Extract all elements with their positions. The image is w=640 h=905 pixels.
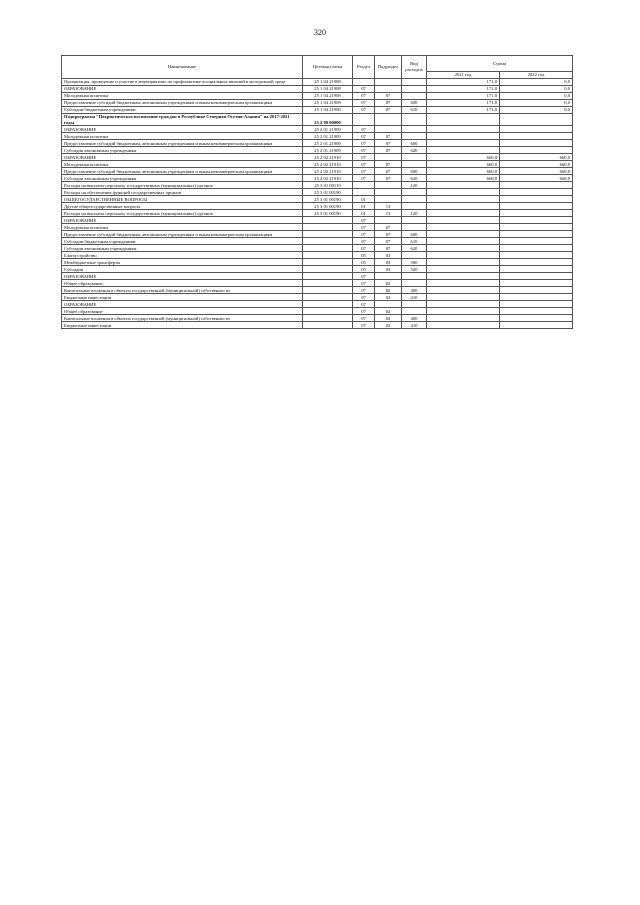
row-section: 07: [353, 140, 375, 147]
row-expense-type: [402, 217, 427, 224]
row-target: 25 3 01 00190: [303, 196, 353, 203]
row-sum-2022: [500, 315, 573, 322]
row-sum-2022: 0,0: [500, 107, 573, 114]
row-sum-2022: [500, 210, 573, 217]
row-target: 25 3 01 00110: [303, 182, 353, 189]
table-row: [62, 140, 573, 147]
row-section: 07: [353, 133, 375, 140]
row-subsection: 07: [375, 238, 402, 245]
row-subsection: 07: [375, 168, 402, 175]
row-sum-2021: [427, 238, 500, 245]
row-section: 07: [353, 93, 375, 100]
row-sum-2021: [427, 217, 500, 224]
row-sum-2022: [500, 252, 573, 259]
row-name: ОБРАЗОВАНИЕ: [62, 126, 303, 133]
row-section: 01: [353, 203, 375, 210]
row-subsection: 07: [375, 161, 402, 168]
row-sum-2022: [500, 287, 573, 294]
row-section: 01: [353, 196, 375, 203]
row-subsection: [375, 154, 402, 161]
row-expense-type: 620: [402, 245, 427, 252]
row-subsection: [375, 79, 402, 86]
row-expense-type: 400: [402, 287, 427, 294]
row-section: 07: [353, 315, 375, 322]
table-row: [62, 259, 573, 266]
row-name: Молодежная политика: [62, 224, 303, 231]
table-row: [62, 175, 573, 182]
table-row: [62, 126, 573, 133]
budget-table: [61, 55, 573, 329]
row-sum-2021: [427, 266, 500, 273]
row-sum-2022: 0,0: [500, 86, 573, 93]
row-subsection: 07: [375, 107, 402, 114]
row-section: 07: [353, 294, 375, 301]
table-row: [62, 203, 573, 210]
row-sum-2021: [427, 189, 500, 196]
row-sum-2021: [427, 245, 500, 252]
row-section: [353, 114, 375, 126]
row-target: 25 1 04 21908: [303, 107, 353, 114]
table-row: [62, 133, 573, 140]
row-sum-2022: 660,0: [500, 154, 573, 161]
row-expense-type: 400: [402, 315, 427, 322]
row-subsection: 02: [375, 308, 402, 315]
row-sum-2021: [427, 308, 500, 315]
row-subsection: [375, 273, 402, 280]
table-row: [62, 100, 573, 107]
header-year1: 2021 год: [427, 72, 500, 79]
row-expense-type: [402, 308, 427, 315]
row-section: 07: [353, 168, 375, 175]
row-sum-2021: 660,0: [427, 154, 500, 161]
row-expense-type: 410: [402, 294, 427, 301]
row-subsection: [375, 301, 402, 308]
row-name: Расходы на выплаты персоналу государственных (муниципальных) органов: [62, 210, 303, 217]
row-sum-2021: 660,0: [427, 175, 500, 182]
row-expense-type: 610: [402, 238, 427, 245]
row-subsection: 07: [375, 175, 402, 182]
row-target: [303, 273, 353, 280]
table-row: [62, 287, 573, 294]
row-sum-2021: [427, 210, 500, 217]
row-section: 07: [353, 86, 375, 93]
row-target: 25 2 01 21909: [303, 133, 353, 140]
table-row: [62, 79, 573, 86]
row-name: Предоставление субсидий бюджетным, автономным учреждениям и иным некоммерческим организациям: [62, 231, 303, 238]
row-sum-2022: [500, 196, 573, 203]
header-sum: Сумма: [427, 56, 573, 72]
row-expense-type: [402, 301, 427, 308]
page-number: 320: [314, 28, 326, 37]
row-name: ОБРАЗОВАНИЕ: [62, 273, 303, 280]
row-sum-2022: 0,0: [500, 93, 573, 100]
row-section: 07: [353, 322, 375, 329]
row-target: 25 2 02 21910: [303, 175, 353, 182]
row-sum-2022: [500, 114, 573, 126]
table-row: [62, 266, 573, 273]
row-sum-2021: [427, 280, 500, 287]
row-expense-type: 620: [402, 147, 427, 154]
row-sum-2021: [427, 322, 500, 329]
table-row: [62, 280, 573, 287]
table-row: [62, 252, 573, 259]
row-name: Расходы на обеспечение функций государственных органов: [62, 189, 303, 196]
row-sum-2021: [427, 273, 500, 280]
row-sum-2022: [500, 301, 573, 308]
row-name: Предоставление субсидий бюджетным, автономным учреждениям и иным некоммерческим организациям: [62, 100, 303, 107]
row-expense-type: 600: [402, 168, 427, 175]
row-name: Капитальные вложения в объекты государственной (муниципальной) собственности: [62, 315, 303, 322]
table-row: [62, 93, 573, 100]
row-section: 07: [353, 238, 375, 245]
row-target: [303, 224, 353, 231]
row-target: 25 3 01 00190: [303, 189, 353, 196]
row-name: Молодежная политика: [62, 93, 303, 100]
row-sum-2022: 660,0: [500, 175, 573, 182]
row-subsection: 07: [375, 147, 402, 154]
row-sum-2021: [427, 259, 500, 266]
row-name: Субсидии бюджетным учреждениям: [62, 238, 303, 245]
row-sum-2021: [427, 126, 500, 133]
row-name: Общее образование: [62, 308, 303, 315]
row-target: [303, 301, 353, 308]
row-target: [303, 308, 353, 315]
row-subsection: 07: [375, 133, 402, 140]
table-row: [62, 154, 573, 161]
row-sum-2022: [500, 308, 573, 315]
row-sum-2021: [427, 133, 500, 140]
row-section: 07: [353, 301, 375, 308]
row-sum-2022: [500, 147, 573, 154]
row-subsection: 03: [375, 252, 402, 259]
row-expense-type: 600: [402, 100, 427, 107]
row-subsection: 03: [375, 259, 402, 266]
row-subsection: 02: [375, 287, 402, 294]
header-name: Наименование: [62, 56, 303, 79]
row-sum-2021: 171,0: [427, 100, 500, 107]
row-name: Подпрограмма "Патриотическое воспитание граждан в Республике Северная Осетия-Алания" на 2017-2021 годы: [62, 114, 303, 126]
row-subsection: [375, 114, 402, 126]
row-sum-2022: [500, 238, 573, 245]
row-sum-2022: [500, 203, 573, 210]
table-row: [62, 210, 573, 217]
row-name: Предоставление субсидий бюджетным, автономным учреждениям и иным некоммерческим организациям: [62, 140, 303, 147]
row-target: 25 1 04 21908: [303, 100, 353, 107]
row-sum-2022: 660,0: [500, 168, 573, 175]
row-section: 07: [353, 280, 375, 287]
row-expense-type: 600: [402, 140, 427, 147]
table-row: [62, 147, 573, 154]
row-sum-2021: [427, 147, 500, 154]
row-sum-2022: 660,0: [500, 161, 573, 168]
row-expense-type: [402, 280, 427, 287]
row-expense-type: 520: [402, 266, 427, 273]
row-name: ОБРАЗОВАНИЕ: [62, 86, 303, 93]
row-sum-2021: [427, 114, 500, 126]
row-sum-2022: [500, 273, 573, 280]
row-name: Субсидии автономным учреждениям: [62, 147, 303, 154]
table-row: [62, 114, 573, 126]
row-sum-2021: [427, 203, 500, 210]
row-sum-2022: [500, 133, 573, 140]
row-section: 07: [353, 287, 375, 294]
row-target: 25 2 01 21909: [303, 140, 353, 147]
row-sum-2021: 171,0: [427, 86, 500, 93]
row-expense-type: 410: [402, 322, 427, 329]
row-sum-2022: [500, 217, 573, 224]
row-sum-2021: [427, 196, 500, 203]
row-expense-type: [402, 203, 427, 210]
row-name: Субсидии автономным учреждениям: [62, 245, 303, 252]
row-sum-2022: [500, 294, 573, 301]
row-sum-2021: 171,0: [427, 93, 500, 100]
row-sum-2022: [500, 266, 573, 273]
row-sum-2021: [427, 140, 500, 147]
row-target: [303, 231, 353, 238]
row-expense-type: [402, 196, 427, 203]
row-target: 25 3 01 00190: [303, 203, 353, 210]
row-section: 07: [353, 147, 375, 154]
row-expense-type: [402, 114, 427, 126]
row-target: [303, 294, 353, 301]
table-body: [62, 79, 573, 329]
table-row: [62, 301, 573, 308]
row-sum-2021: 660,0: [427, 161, 500, 168]
row-subsection: 07: [375, 100, 402, 107]
row-sum-2021: 171,0: [427, 79, 500, 86]
row-subsection: 07: [375, 140, 402, 147]
row-sum-2021: [427, 252, 500, 259]
row-name: Молодежная политика: [62, 133, 303, 140]
row-target: [303, 322, 353, 329]
row-subsection: [375, 182, 402, 189]
row-section: 07: [353, 245, 375, 252]
table-row: [62, 238, 573, 245]
row-subsection: [375, 86, 402, 93]
row-name: Молодежная политика: [62, 161, 303, 168]
row-subsection: 07: [375, 231, 402, 238]
header-subsection: Подраздел: [375, 56, 402, 79]
table-row: [62, 294, 573, 301]
row-expense-type: 500: [402, 259, 427, 266]
table-row: [62, 308, 573, 315]
row-expense-type: 610: [402, 107, 427, 114]
row-expense-type: 620: [402, 175, 427, 182]
row-sum-2021: [427, 294, 500, 301]
row-subsection: 02: [375, 315, 402, 322]
row-name: Предоставление субсидий бюджетным, автономным учреждениям и иным некоммерческим организациям: [62, 168, 303, 175]
table-row: [62, 168, 573, 175]
row-section: 07: [353, 154, 375, 161]
row-name: Субсидии автономным учреждениям: [62, 175, 303, 182]
row-sum-2022: [500, 231, 573, 238]
row-section: [353, 182, 375, 189]
row-name: ОБРАЗОВАНИЕ: [62, 217, 303, 224]
row-name: Организация, проведение и участие в мероприятиях по профилактике асоциальных явлений в молодежной среде: [62, 79, 303, 86]
row-sum-2021: [427, 182, 500, 189]
row-sum-2022: 0,0: [500, 79, 573, 86]
row-target: [303, 252, 353, 259]
table-row: [62, 196, 573, 203]
header-expense-type: Вид расходов: [402, 56, 427, 79]
row-target: [303, 217, 353, 224]
row-expense-type: [402, 252, 427, 259]
row-name: ОБРАЗОВАНИЕ: [62, 154, 303, 161]
row-name: Бюджетные инвестиции: [62, 322, 303, 329]
row-subsection: 07: [375, 224, 402, 231]
row-section: [353, 79, 375, 86]
row-name: Межбюджетные трансферты: [62, 259, 303, 266]
row-sum-2021: [427, 315, 500, 322]
row-subsection: 07: [375, 245, 402, 252]
row-target: 25 2 02 21910: [303, 168, 353, 175]
row-target: 25 2 02 21910: [303, 154, 353, 161]
row-sum-2022: [500, 224, 573, 231]
row-sum-2022: [500, 182, 573, 189]
row-section: 05: [353, 266, 375, 273]
row-target: [303, 259, 353, 266]
row-expense-type: [402, 189, 427, 196]
row-subsection: [375, 196, 402, 203]
row-sum-2022: [500, 126, 573, 133]
row-subsection: 02: [375, 280, 402, 287]
row-expense-type: [402, 133, 427, 140]
row-expense-type: 120: [402, 182, 427, 189]
row-target: 25 2 00 00000: [303, 114, 353, 126]
row-section: 05: [353, 252, 375, 259]
row-subsection: [375, 189, 402, 196]
row-sum-2021: [427, 231, 500, 238]
table-row: [62, 182, 573, 189]
row-target: 25 1 04 21908: [303, 86, 353, 93]
row-target: [303, 315, 353, 322]
table-row: [62, 161, 573, 168]
row-subsection: [375, 126, 402, 133]
row-sum-2022: [500, 280, 573, 287]
row-subsection: 02: [375, 294, 402, 301]
row-expense-type: [402, 126, 427, 133]
row-section: 05: [353, 259, 375, 266]
row-target: [303, 238, 353, 245]
row-expense-type: 120: [402, 210, 427, 217]
row-sum-2021: [427, 301, 500, 308]
table-row: [62, 273, 573, 280]
row-name: Субсидии: [62, 266, 303, 273]
row-section: 07: [353, 224, 375, 231]
row-target: [303, 245, 353, 252]
row-subsection: 07: [375, 93, 402, 100]
row-section: 07: [353, 175, 375, 182]
row-sum-2022: [500, 245, 573, 252]
row-sum-2022: [500, 189, 573, 196]
row-sum-2021: 660,0: [427, 168, 500, 175]
table-header: [62, 56, 573, 79]
row-name: Капитальные вложения в объекты государственной (муниципальной) собственности: [62, 287, 303, 294]
row-name: Общее образование: [62, 280, 303, 287]
row-target: 25 2 01 21909: [303, 126, 353, 133]
row-sum-2021: 171,0: [427, 107, 500, 114]
row-name: Бюджетные инвестиции: [62, 294, 303, 301]
row-sum-2022: [500, 140, 573, 147]
row-section: 07: [353, 308, 375, 315]
table-row: [62, 315, 573, 322]
table-row: [62, 245, 573, 252]
row-section: 07: [353, 273, 375, 280]
row-section: 07: [353, 231, 375, 238]
row-section: 01: [353, 210, 375, 217]
row-section: 07: [353, 126, 375, 133]
row-expense-type: [402, 154, 427, 161]
row-expense-type: [402, 161, 427, 168]
row-subsection: [375, 217, 402, 224]
row-section: 07: [353, 107, 375, 114]
table-row: [62, 322, 573, 329]
row-subsection: 13: [375, 210, 402, 217]
row-sum-2022: [500, 259, 573, 266]
row-target: [303, 287, 353, 294]
row-target: [303, 280, 353, 287]
row-sum-2021: [427, 224, 500, 231]
row-expense-type: 600: [402, 231, 427, 238]
row-sum-2022: 0,0: [500, 100, 573, 107]
row-section: [353, 189, 375, 196]
row-name: ОБРАЗОВАНИЕ: [62, 301, 303, 308]
header-section: Раздел: [353, 56, 375, 79]
row-target: [303, 266, 353, 273]
table-row: [62, 107, 573, 114]
table-row: [62, 86, 573, 93]
row-section: 07: [353, 161, 375, 168]
row-target: 25 1 04 21908: [303, 93, 353, 100]
row-subsection: 02: [375, 322, 402, 329]
table-row: [62, 189, 573, 196]
table-row: [62, 217, 573, 224]
row-name: Другие общегосударственные вопросы: [62, 203, 303, 210]
header-target: Целевая статья: [303, 56, 353, 79]
row-target: 25 2 01 21909: [303, 147, 353, 154]
row-section: 07: [353, 100, 375, 107]
row-sum-2022: [500, 322, 573, 329]
row-expense-type: [402, 93, 427, 100]
row-sum-2021: [427, 287, 500, 294]
row-name: Расходы на выплаты персоналу государственных (муниципальных) органов: [62, 182, 303, 189]
row-expense-type: [402, 79, 427, 86]
row-subsection: 03: [375, 266, 402, 273]
row-name: Благоустройство: [62, 252, 303, 259]
row-expense-type: [402, 86, 427, 93]
header-year2: 2022 год: [500, 72, 573, 79]
row-target: 25 3 01 00190: [303, 210, 353, 217]
row-target: 25 1 04 21908: [303, 79, 353, 86]
row-expense-type: [402, 273, 427, 280]
table-row: [62, 231, 573, 238]
row-subsection: 13: [375, 203, 402, 210]
row-name: Субсидии бюджетным учреждениям: [62, 107, 303, 114]
table-row: [62, 224, 573, 231]
row-name: ОБЩЕГОСУДАРСТВЕННЫЕ ВОПРОСЫ: [62, 196, 303, 203]
row-target: 25 2 02 21910: [303, 161, 353, 168]
row-section: 07: [353, 217, 375, 224]
row-expense-type: [402, 224, 427, 231]
